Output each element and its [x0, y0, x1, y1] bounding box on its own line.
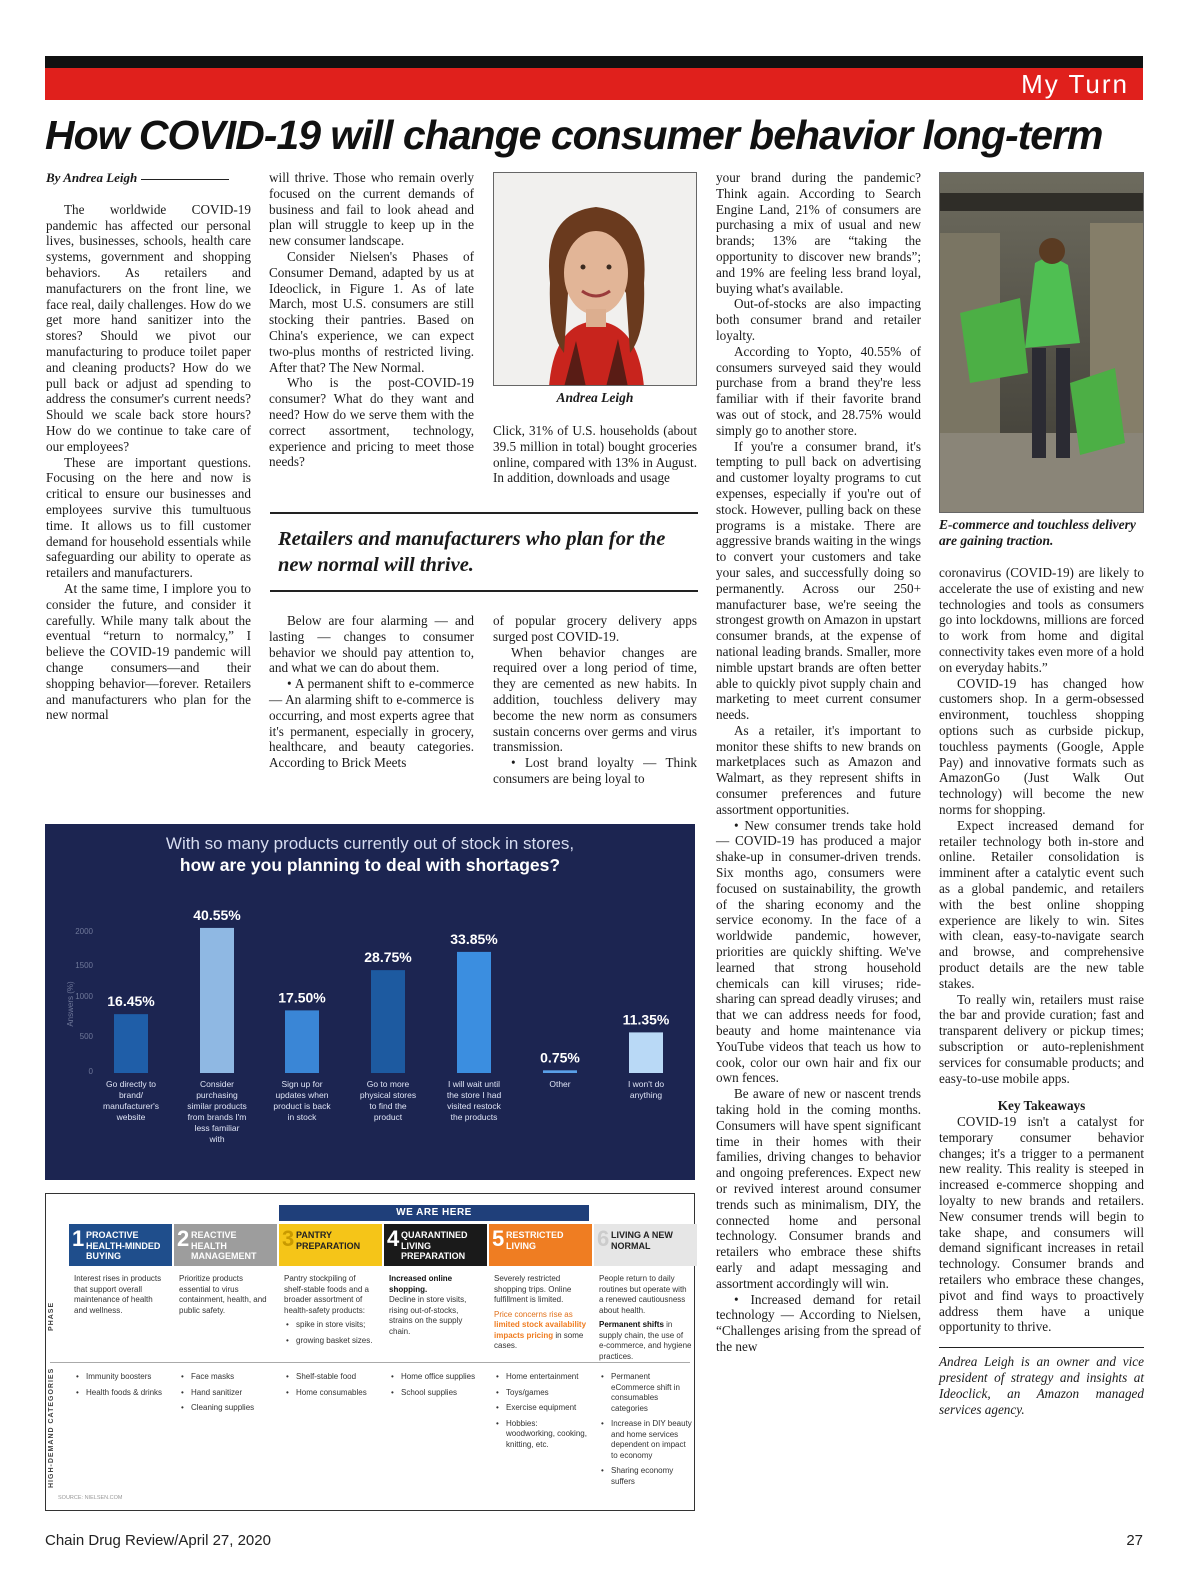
- author-portrait-illustration: [494, 173, 697, 386]
- y-tick-label: 2000: [75, 927, 93, 936]
- article-column-5: [939, 565, 1144, 1417]
- phase-text: People return to daily routines but operate with a renewed cautiousness about health.: [599, 1274, 687, 1315]
- paragraph: coronavirus (COVID-19) are likely to accelerate the use of existing and new technologies and tools as consumers go into lockdowns, millions are forced to work from home and digital connectivity takes even more of a hold on everyday habits.”: [939, 565, 1144, 675]
- bar-chart-svg: [45, 824, 695, 1180]
- paragraph: • New consumer trends take hold — COVID-19 has produced a major shake-up in consumer-driven trends. Six months ago, consumers were focused on sustainability, the growth of the sharing economy and the service economy. In the face of a worldwide pandemic, however, priorities are quickly shifting. We've learned that strong household chemicals can kill viruses; ride-sharing can spread deadly viruses; and that we can address needs for food, beauty and home maintenance via YouTube videos that teach us how to cook, color our own hair and fix our own fences.: [716, 817, 921, 1086]
- chart-subtitle: how are you planning to deal with shortages?: [179, 855, 561, 875]
- category-item: • Home office supplies: [389, 1372, 482, 1383]
- category-item: • Hobbies: woodworking, cooking, knitting, etc.: [494, 1419, 587, 1451]
- phase-name: QUARANTINED LIVING PREPARATION: [401, 1230, 468, 1261]
- paragraph: your brand during the pandemic? Think again. According to Search Engine Land, 21% of consumers are purchasing a mix of usual and new brands; 13% are “taking the opportunity to discover new brands”; and 19% are feeling less brand loyal, buying what's available.: [716, 170, 921, 296]
- phase-number: 3: [282, 1226, 295, 1251]
- bar-value-label: 11.35%: [622, 1011, 670, 1028]
- paragraph: Click, 31% of U.S. households (about 39.5 million in total) bought groceries online, compared with 13% in August. In addition, downloads and usage: [493, 423, 697, 486]
- paragraph: of popular grocery delivery apps surged post COVID-19.: [493, 613, 697, 644]
- phase-description: [599, 1274, 692, 1362]
- paragraph: Expect increased demand for retailer technology both in-store and online. Retailer consolidation is imminent after a catalytic event such as a global pandemic, and retailers with the best online shopping experience are likely to win. Sites with clean, easy-to-navigate search and browse, and comprehensive product details are the new table stakes.: [939, 817, 1144, 991]
- bar-value-label: 0.75%: [540, 1049, 580, 1066]
- phase-name: PROACTIVE HEALTH-MINDED BUYING: [86, 1230, 161, 1261]
- publication-footer: Chain Drug Review/April 27, 2020: [45, 1532, 271, 1549]
- article-column-3-top: [493, 423, 697, 486]
- category-item: • Sharing economy suffers: [599, 1466, 692, 1487]
- paragraph: will thrive. Those who remain overly focused on the current demands of business and fail to look ahead and plan will struggle to keep up in the new consumer landscape.: [269, 170, 474, 249]
- bar-value-label: 17.50%: [278, 989, 326, 1006]
- categories-row-label: HIGH-DEMAND CATEGORIES: [48, 1367, 55, 1489]
- category-label: Go directly to brand/ manufacturer's website: [103, 1079, 159, 1122]
- pull-quote: [270, 512, 698, 592]
- source-note: SOURCE: NIELSEN.COM: [58, 1495, 123, 1501]
- bar: [371, 970, 405, 1073]
- delivery-photo-caption: E-commerce and touchless delivery are gaining traction.: [939, 517, 1136, 548]
- phase-description: [179, 1274, 272, 1316]
- category-item: • Shelf-stable food: [284, 1372, 377, 1383]
- phase-header: [594, 1224, 697, 1266]
- paragraph: Consider Nielsen's Phases of Consumer Demand, adapted by us at Ideoclick, in Figure 1. As of late March, most U.S. consumers are still stocking their pantries. Based on China's experience, we can expect two-plus months of restricted living. After that? The New Normal.: [269, 248, 474, 375]
- phase-text: Severely restricted shopping trips. Online fulfillment is limited.: [494, 1274, 572, 1304]
- phase-text: in some cases.: [494, 1330, 584, 1350]
- phase-header: [279, 1224, 382, 1266]
- phase-number: 2: [177, 1226, 190, 1251]
- paragraph: Out-of-stocks are also impacting both consumer brand and retailer loyalty.: [716, 296, 921, 343]
- y-tick-label: 1000: [75, 992, 93, 1001]
- paragraph: COVID-19 has changed how customers shop. In a germ-obsessed environment, touchless shopping options such as curbside pickup, touchless payments (Google, Apple Pay) and innovative formats such as AmazonGo (Just Walk Out technology) will become the new norms for shopping.: [939, 675, 1144, 817]
- phase-text: Pantry stockpiling of shelf-stable foods and a broader assortment of health-safety products:: [284, 1274, 369, 1315]
- phase-text: in supply chain, the use of e-commerce, and hygiene practices.: [599, 1320, 692, 1361]
- y-axis-label: Answers (%): [66, 981, 75, 1027]
- article-column-2-bottom: [269, 613, 474, 771]
- category-item: • Health foods & drinks: [74, 1388, 167, 1399]
- bar: [543, 1070, 577, 1073]
- header-black-bar: [45, 56, 1143, 68]
- phase-text: Increased online shopping.: [389, 1274, 453, 1294]
- category-item: • Exercise equipment: [494, 1403, 587, 1414]
- category-item: • Toys/games: [494, 1388, 587, 1399]
- chart-title: With so many products currently out of stock in stores,: [165, 834, 575, 853]
- paragraph: Who is the post-COVID-19 consumer? What do they want and need? How do we serve them with the correct assortment, technology, experience and pricing to meet those needs?: [269, 375, 474, 470]
- paragraph: These are important questions. Focusing on the here and now is critical to ensure our businesses and employees survive this tumultuous time. It allows us to fill customer demand for household essentials while safeguarding our ability to operate as retailers and manufacturers.: [46, 454, 251, 581]
- shortage-survey-chart: [45, 824, 695, 1180]
- category-label: Consider purchasing similar products from brands I'm less familiar with: [187, 1079, 247, 1144]
- phase-sub-item: • spike in store visits;: [284, 1320, 377, 1331]
- phase-number: 4: [387, 1226, 400, 1251]
- author-photo-caption: Andrea Leigh: [556, 390, 634, 405]
- bar-value-label: 33.85%: [450, 930, 498, 947]
- page-number: 27: [1126, 1532, 1143, 1549]
- category-label: Go to more physical stores to find the product: [359, 1079, 417, 1122]
- phase-name: LIVING A NEW NORMAL: [611, 1230, 673, 1251]
- category-item: • Immunity boosters: [74, 1372, 167, 1383]
- phase-text: Prioritize products essential to virus containment, health, and public safety.: [179, 1274, 267, 1315]
- phase-text: Decline in store visits, rising out-of-stocks, strains on the supply chain.: [389, 1295, 467, 1336]
- delivery-scene-illustration: [940, 173, 1144, 513]
- phase-number: 5: [492, 1226, 505, 1251]
- category-item: • Permanent eCommerce shift in consumables categories: [599, 1372, 692, 1414]
- bar-value-label: 16.45%: [107, 993, 155, 1010]
- phase-number: 6: [597, 1226, 610, 1251]
- section-label: My Turn: [1021, 69, 1129, 99]
- article-column-2-top: [269, 170, 474, 470]
- article-column-1: [46, 170, 251, 723]
- pull-quote-text: Retailers and manufacturers who plan for the new normal will thrive.: [278, 528, 666, 576]
- paragraph: • Increased demand for retail technology — According to Nielsen, “Challenges arising from the spread of the new: [716, 1291, 921, 1354]
- phase-name: REACTIVE HEALTH MANAGEMENT: [191, 1230, 257, 1261]
- y-tick-label: 0: [88, 1067, 93, 1076]
- phase-categories: [599, 1372, 692, 1492]
- paragraph: Be aware of new or nascent trends taking hold in the coming months. Consumers will have spent significant time in their homes with their families, driving changes to behavior and ongoing preferences. Expect new or revived interest around consumer trends such as minimalism, DIY, the connected home and personal technology. Consumer brands and retailers who embrace these shifts early and adapt messaging and assortment accordingly will win.: [716, 1086, 921, 1291]
- headline: How COVID-19 will change consumer behavior long-term: [45, 112, 1103, 158]
- paragraph: At the same time, I implore you to consider the future, and consider it carefully. While many talk about the eventual “return to normalcy,” I believe the COVID-19 pandemic will change consumers—and their shopping behavior—forever. Retailers and manufacturers who plan for the new normal: [46, 580, 251, 723]
- category-item: • Increase in DIY beauty and home services dependent on impact to economy: [599, 1419, 692, 1461]
- paragraph: If you're a consumer brand, it's tempting to pull back on advertising and customer loyalty programs to cut expenses, especially if you're out of stock. However, pulling back on these programs is a mistake. There are aggressive brands waiting in the wings to convert your customers and take your sales, and successfully doing so permanently. Across our 250+ manufacturer base, we're seeing the strongest growth on Amazon in upstart consumer brands, at the expense of national leading brands. Smaller, more nimble upstart brands are often better able to quickly pivot supply chain and marketing to meet current consumer needs.: [716, 438, 921, 723]
- author-bio: Andrea Leigh is an owner and vice president of strategy and insights at Ideoclick, an Amazon managed services agency.: [939, 1347, 1144, 1417]
- phase-header: [489, 1224, 592, 1266]
- phase-categories: [494, 1372, 587, 1455]
- category-item: • Home entertainment: [494, 1372, 587, 1383]
- author-photo: [493, 172, 697, 386]
- bar-value-label: 40.55%: [193, 906, 241, 923]
- phase-header: [384, 1224, 487, 1266]
- phase-categories: [179, 1372, 272, 1419]
- phase-categories: [389, 1372, 482, 1403]
- key-takeaways-heading: Key Takeaways: [997, 1098, 1086, 1114]
- category-label: Other: [549, 1079, 571, 1089]
- article-column-4: [716, 170, 921, 1355]
- phase-name: PANTRY PREPARATION: [296, 1230, 361, 1251]
- category-item: • Cleaning supplies: [179, 1403, 272, 1414]
- phase-categories: [74, 1372, 167, 1403]
- phase-description: [284, 1274, 377, 1351]
- category-label: I won't do anything: [627, 1079, 665, 1100]
- phase-header: [69, 1224, 172, 1266]
- paragraph: • Lost brand loyalty — Think consumers are being loyal to: [493, 755, 697, 786]
- category-item: • Home consumables: [284, 1388, 377, 1399]
- paragraph: • A permanent shift to e-commerce — An alarming shift to e-commerce is occurring, and most experts agree that it's permanent, especially in grocery, healthcare, and beauty categories. According to Brick Meets: [269, 676, 474, 771]
- row-divider: [50, 1362, 690, 1363]
- y-tick-label: 500: [79, 1032, 93, 1041]
- paragraph: According to Yopto, 40.55% of consumers surveyed said they would purchase from a brand they're less familiar with if their favorite brand was out of stock, and 28.75% would simply go to another store.: [716, 343, 921, 438]
- bar: [285, 1010, 319, 1073]
- phase-text: Price concerns rise as: [494, 1309, 573, 1319]
- phase-description: [74, 1274, 167, 1316]
- bar: [200, 928, 234, 1073]
- bar: [114, 1014, 148, 1073]
- phase-text: Permanent shifts: [599, 1320, 664, 1329]
- byline: By Andrea Leigh: [46, 170, 251, 186]
- phase-row-label: PHASE: [48, 1301, 55, 1331]
- category-label: Sign up for updates when product is back in stock: [273, 1079, 331, 1122]
- category-label: I will wait until the store I had visited restock the products: [446, 1079, 502, 1122]
- delivery-photo: [939, 172, 1144, 513]
- paragraph: When behavior changes are required over a long period of time, they are cemented as new habits. In addition, touchless delivery may become the new norm as consumers sustain concerns over germs and virus transmission.: [493, 644, 697, 755]
- paragraph: The worldwide COVID-19 pandemic has affected our personal lives, businesses, schools, health care systems, government and shopping behaviors. As retailers and manufacturers on the front line, we face real, daily challenges. How do we get more hand sanitizer into the stores? Should we pivot our manufacturing to produce toilet paper and cleaning products? How do we pull back or adjust ad spending to address the consumer's current needs? Should we scale back store hours? How do we continue to take care of our employees?: [46, 201, 251, 454]
- phases-of-consumer-demand: [45, 1193, 695, 1511]
- category-item: • Hand sanitizer: [179, 1388, 272, 1399]
- bar-value-label: 28.75%: [364, 949, 412, 966]
- bar: [457, 952, 491, 1073]
- phase-name: RESTRICTED LIVING: [506, 1230, 564, 1251]
- phase-description: [494, 1274, 587, 1352]
- paragraph: As a retailer, it's important to monitor these shifts to new brands on marketplaces such as Amazon and Walmart, as they represent shifts in consumer preferences and future assortment opportunities.: [716, 722, 921, 817]
- phase-number: 1: [72, 1226, 85, 1251]
- category-item: • Face masks: [179, 1372, 272, 1383]
- article-column-3-bottom: [493, 613, 697, 787]
- phase-text: Interest rises in products that support overall maintenance of health and wellness.: [74, 1274, 162, 1315]
- bar: [629, 1032, 663, 1073]
- y-tick-label: 1500: [75, 961, 93, 970]
- section-banner: [45, 68, 1143, 100]
- key-takeaways-text: COVID-19 isn't a catalyst for temporary consumer behavior changes; it's a trigger to a permanent new reality. This reality is steeped in increased e-commerce shopping and loyalty to new brands and retailers. New consumer trends will begin to take shape, and consumers will demand significant increases in retail technology. Consumer brands and retailers who embrace these changes, pivot and find ways to proactively address them have a unique opportunity to thrive.: [939, 1114, 1144, 1335]
- phase-text: limited stock availability impacts pricing: [494, 1320, 587, 1340]
- paragraph: Below are four alarming — and lasting — changes to consumer behavior we should pay attention to, and what we can do about them.: [269, 613, 474, 676]
- category-item: • School supplies: [389, 1388, 482, 1399]
- phase-description: [389, 1274, 482, 1337]
- phase-sub-item: • growing basket sizes.: [284, 1336, 377, 1347]
- we-are-here-banner: WE ARE HERE: [279, 1205, 589, 1221]
- paragraph: To really win, retailers must raise the bar and provide curation; fast and transparent delivery or pickup times; subscription or auto-replenishment services for consumable products; and easy-to-use mobile apps.: [939, 991, 1144, 1086]
- phase-categories: [284, 1372, 377, 1403]
- phase-header: [174, 1224, 277, 1266]
